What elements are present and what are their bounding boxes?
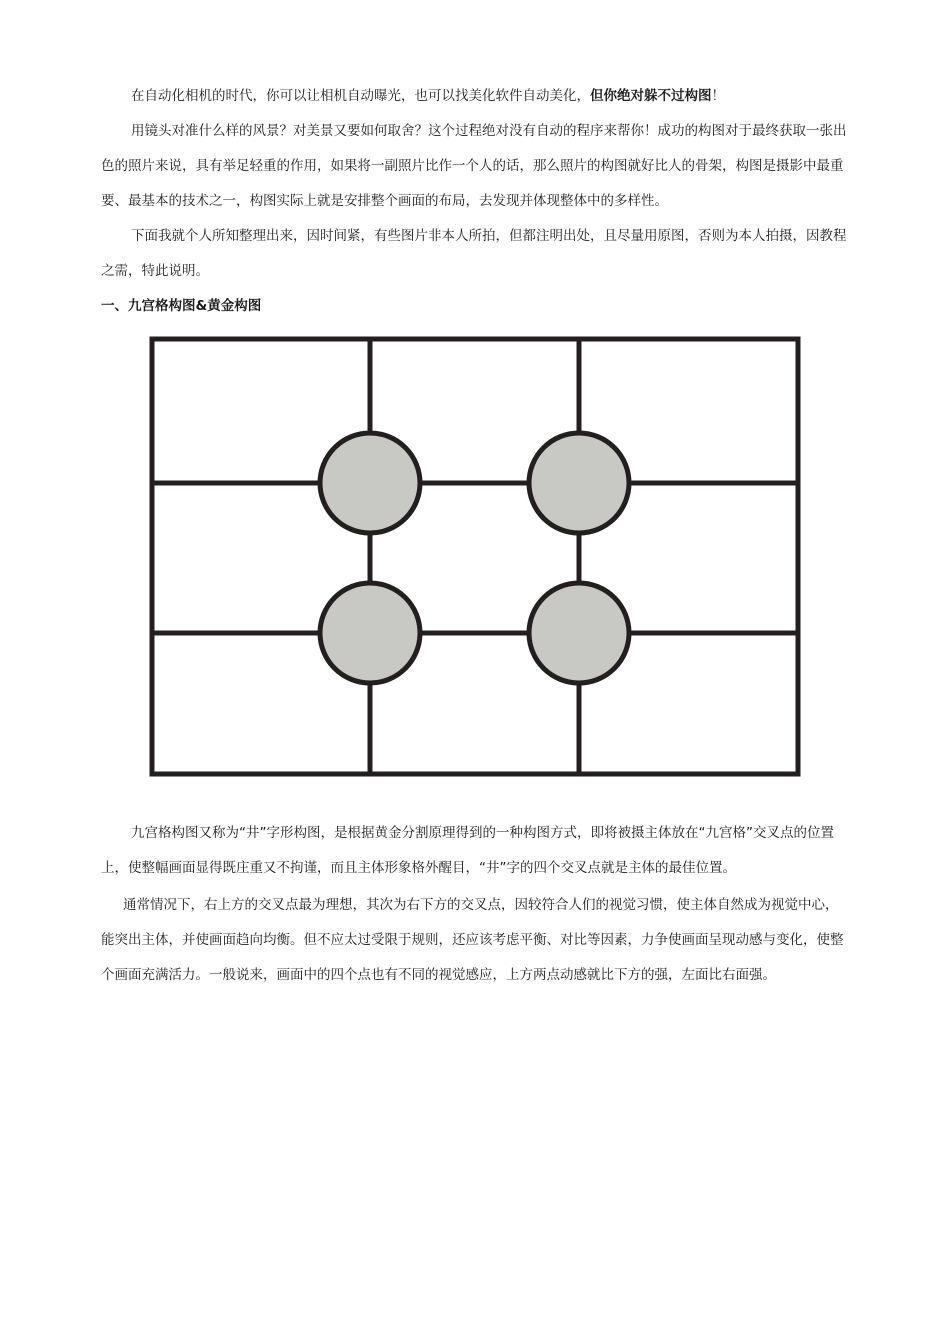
intersection-circle-bottom-right <box>529 583 629 683</box>
intro-paragraph <box>101 79 851 114</box>
intersection-circle-bottom-left <box>320 583 420 683</box>
intro-emphasis: 但你绝对躲不过构图 <box>590 88 712 104</box>
intro-end: ！ <box>711 88 725 104</box>
section-heading: 一、九宫格构图&黄金构图 <box>101 298 262 314</box>
grid-border <box>152 339 798 774</box>
intro-text: 在自动化相机的时代，你可以让相机自动曝光，也可以找美化软件自动美化， <box>131 88 590 104</box>
grid-lines <box>152 339 798 774</box>
disclaimer-paragraph: 下面我就个人所知整理出来，因时间紧，有些图片非本人所拍，但都注明出处，且尽量用原图，否则为本人拍摄，因教程之需，特此说明。 <box>101 228 847 279</box>
composition-importance-paragraph: 用镜头对准什么样的风景？对美景又要如何取舍？这个过程绝对没有自动的程序来帮你！成功的构图对于最终获取一张出色的照片来说，具有举足轻重的作用，如果将一副照片比作一个人的话，那么照片的构图就好比人的骨架，构图是摄影中最重要、最基本的技术之一，构图实际上就是安排整个画面的布局，去发现并体现整体中的多样性。 <box>101 123 847 209</box>
intersection-points <box>320 433 629 683</box>
intersection-preference-paragraph: 通常情况下，右上方的交叉点最为理想，其次为右下方的交叉点，因较符合人们的视觉习惯，使主体自然成为视觉中心，能突出主体，并使画面趋向均衡。但不应太过受限于规则，还应该考虑平衡、对比等因素，力争使画面呈现动感与变化，使整个画面充满活力。一般说来，画面中的四个点也有不同的视觉感应，上方两点动感就比下方的强，左面比右面强。 <box>101 897 844 983</box>
nine-grid-explanation-paragraph: 九宫格构图又称为“井”字形构图，是根据黄金分割原理得到的一种构图方式，即将被摄主体放在“九宫格”交叉点的位置上，使整幅画面显得既庄重又不拘谨，而且主体形象格外醒目，“井”字的四个交叉点就是主体的最佳位置。 <box>101 825 834 876</box>
rule-of-thirds-diagram <box>149 336 801 777</box>
intersection-circle-top-right <box>529 433 629 533</box>
intersection-circle-top-left <box>320 433 420 533</box>
